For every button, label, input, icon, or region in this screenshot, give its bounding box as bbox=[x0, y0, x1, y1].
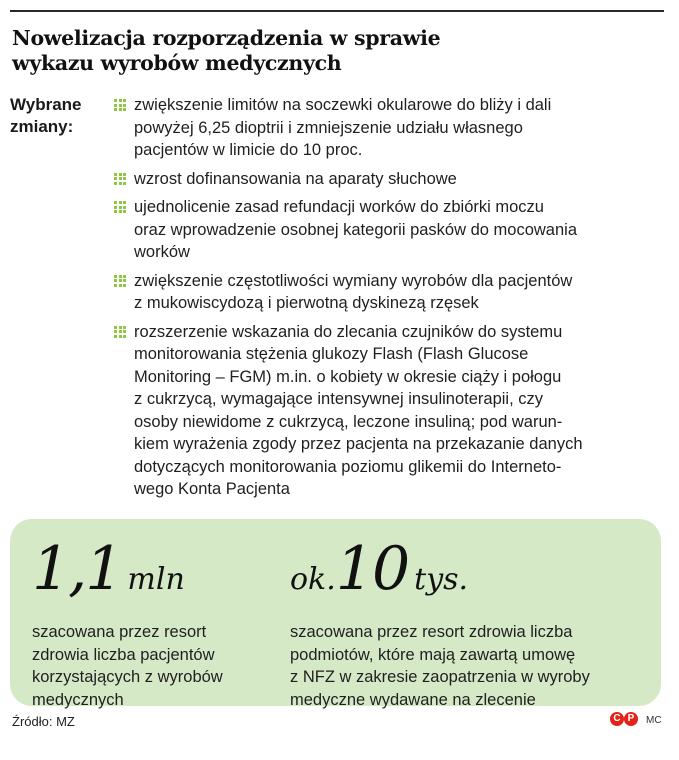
stat-figure bbox=[32, 534, 282, 604]
stat-description-line: korzystających z wyrobów bbox=[32, 668, 223, 686]
stat-unit: mln bbox=[127, 562, 185, 597]
list-item-line: monitorowania stężenia glukozy Flash (Flash Glucose bbox=[134, 345, 529, 363]
list-item-line: pacjentów w limicie do 10 proc. bbox=[134, 141, 363, 159]
grid-bullet-icon bbox=[114, 201, 126, 213]
stats-panel bbox=[10, 519, 661, 709]
author-initials: MC bbox=[646, 715, 662, 726]
headline bbox=[12, 26, 652, 76]
stat-unit: tys. bbox=[414, 562, 469, 597]
stat-description-line: podmiotów, które mają zawartą umowę bbox=[290, 645, 576, 664]
list-item bbox=[114, 196, 664, 264]
stat-description bbox=[32, 621, 282, 711]
stat-description bbox=[290, 621, 650, 711]
top-rule bbox=[10, 10, 664, 12]
changes-label-line-2: zmiany: bbox=[10, 117, 74, 136]
list-item-line: wego Konta Pacjenta bbox=[134, 480, 290, 498]
source-note: Źródło: MZ bbox=[12, 714, 75, 729]
stat-description-line: szacowana przez resort zdrowia liczba bbox=[290, 623, 573, 641]
list-item-line: worków bbox=[134, 243, 190, 261]
list-item bbox=[114, 94, 664, 162]
list-item-line: oraz wprowadzenie osobnej kategorii pasków do mocowania bbox=[134, 220, 578, 239]
grid-bullet-icon bbox=[114, 275, 126, 287]
list-item-line: Monitoring – FGM) m.in. o kobiety w okresie ciąży i połogu bbox=[134, 367, 562, 386]
stat-description-line: szacowana przez resort bbox=[32, 623, 207, 641]
list-item-line: wzrost dofinansowania na aparaty słuchowe bbox=[134, 169, 457, 188]
stat-patients bbox=[32, 534, 282, 711]
list-item-text bbox=[134, 270, 664, 315]
stat-prefix: ok. bbox=[290, 562, 336, 597]
stat-description-line: medycznych bbox=[32, 690, 124, 709]
headline-line-1: Nowelizacja rozporządzenia w sprawie bbox=[12, 26, 441, 50]
stat-description-line: z NFZ w zakresie zaopatrzenia w wyroby bbox=[290, 668, 590, 686]
stat-description-line: medyczne wydawane na zlecenie bbox=[290, 690, 536, 709]
changes-label bbox=[10, 94, 105, 138]
list-item-line: z mukowiscydozą i pierwotną dyskinezą rzęsek bbox=[134, 294, 479, 312]
list-item-line: z cukrzycą, wymagające intensywnej insulinoterapii, czy bbox=[134, 390, 544, 408]
list-item-text bbox=[134, 168, 664, 191]
list-item-line: ujednolicenie zasad refundacji worków do zbiórki moczu bbox=[134, 198, 544, 216]
list-item-line: osoby niewidome z cukrzycą, leczone insuliną; pod warun- bbox=[134, 412, 563, 431]
list-item-line: powyżej 6,25 dioptrii i zmniejszenie udziału własnego bbox=[134, 118, 523, 137]
stat-description-line: zdrowia liczba pacjentów bbox=[32, 645, 215, 664]
list-item-line: zwiększenie częstotliwości wymiany wyrobów dla pacjentów bbox=[134, 271, 573, 290]
list-item-text bbox=[134, 196, 664, 264]
logo-letter: P bbox=[624, 712, 638, 726]
publisher-logo-icon bbox=[610, 712, 640, 728]
stat-entities bbox=[290, 534, 650, 711]
changes-label-line-1: Wybrane bbox=[10, 95, 82, 114]
list-item-line: rozszerzenie wskazania do zlecania czujników do systemu bbox=[134, 322, 563, 341]
list-item-text bbox=[134, 321, 664, 501]
headline-line-2: wykazu wyrobów medycznych bbox=[12, 51, 342, 75]
stat-figure bbox=[290, 534, 650, 604]
grid-bullet-icon bbox=[114, 173, 126, 185]
list-item bbox=[114, 270, 664, 315]
grid-bullet-icon bbox=[114, 326, 126, 338]
logo-letter: C bbox=[610, 712, 624, 726]
list-item bbox=[114, 321, 664, 501]
stat-value: 1,1 bbox=[32, 534, 122, 604]
stat-value: 10 bbox=[335, 534, 409, 604]
list-item-line: dotyczących monitorowania poziomu glikemii do Interneto- bbox=[134, 457, 562, 476]
list-item-line: zwiększenie limitów na soczewki okularowe do bliży i dali bbox=[134, 96, 552, 114]
list-item-line: kiem wyrażenia zgody przez pacjenta na przekazanie danych bbox=[134, 435, 583, 453]
list-item-text bbox=[134, 94, 664, 162]
grid-bullet-icon bbox=[114, 99, 126, 111]
changes-list bbox=[114, 94, 664, 507]
list-item bbox=[114, 168, 664, 191]
